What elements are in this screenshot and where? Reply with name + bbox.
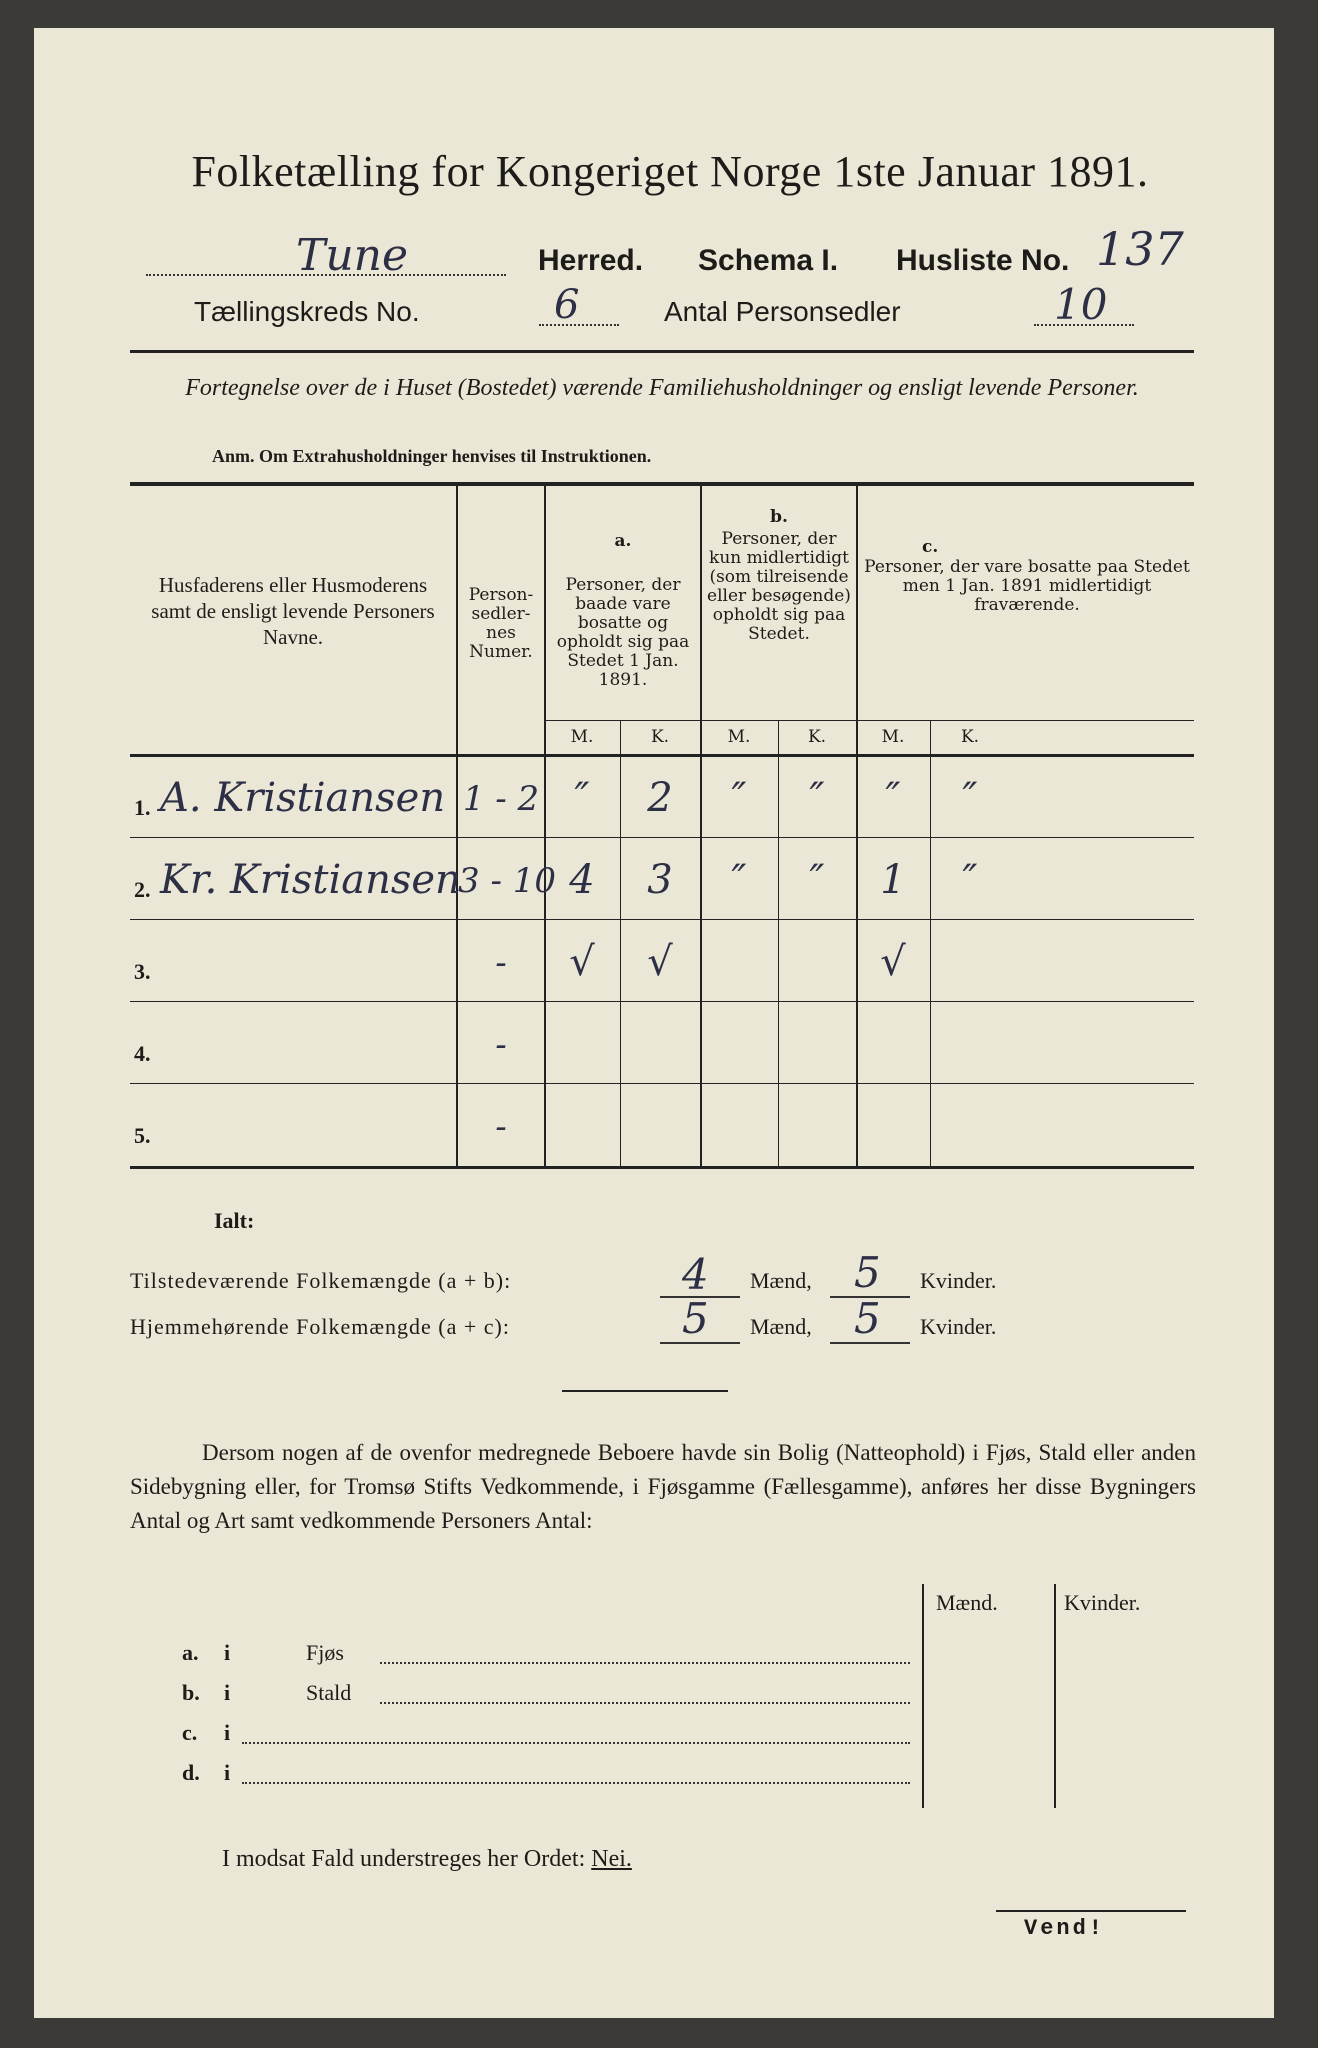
table-row — [130, 1003, 1194, 1085]
cell-ck: ″ — [962, 775, 978, 821]
cell-bm: ″ — [731, 857, 747, 903]
row-rule — [130, 1001, 1194, 1002]
table-row — [130, 839, 1194, 921]
dotted-line — [380, 1662, 910, 1664]
intro-text: Fortegnelse over de i Huset (Bostedet) værende Familiehusholdninger og ensligt levende Personer. — [185, 375, 1139, 401]
row-label: Fjøs — [306, 1640, 344, 1665]
hjem-label: Hjemmehørende Folkemængde (a + c): — [130, 1314, 510, 1339]
antal-value: 10 — [1054, 280, 1108, 329]
cell-cm: √ — [880, 939, 906, 985]
personsedler-number: 3 - 10 — [458, 861, 556, 901]
tilst-m-value: 4 — [682, 1250, 709, 1299]
header-rule — [130, 350, 1194, 353]
col-a-letter: a. — [614, 531, 632, 551]
separator-rule — [562, 1390, 728, 1392]
modsat-prefix: I modsat Fald understreges her Ordet: — [222, 1846, 586, 1872]
cell-ak: 2 — [647, 775, 673, 821]
husliste-value: 137 — [1096, 222, 1184, 276]
nei-word: Nei. — [591, 1846, 632, 1872]
sidebygning-table — [130, 1584, 1200, 1824]
bottom-kvinder-header: Kvinder. — [1064, 1590, 1141, 1615]
row-number: 1. — [134, 795, 151, 820]
antal-label: Antal Personsedler — [664, 296, 901, 327]
dotted-line — [380, 1702, 910, 1704]
col-a-header: Personer, der baade vare bosatte og opholdt sig paa Stedet 1 Jan. 1891. — [556, 575, 690, 690]
cell-ck: ″ — [962, 857, 978, 903]
c-k-header: K. — [960, 727, 980, 747]
personsedler-number: 1 - 2 — [462, 779, 540, 819]
vend-label: Vend! — [1024, 1916, 1106, 1941]
c-m-header: M. — [881, 727, 905, 747]
col-num-header: Person-sedler-nes Numer. — [468, 585, 534, 662]
cell-bm: ″ — [731, 775, 747, 821]
hjem-k-value: 5 — [854, 1294, 881, 1343]
hjemmehorende-row — [130, 1294, 1200, 1350]
anm-note: Anm. Om Extrahusholdninger henvises til Instruktionen. — [212, 446, 652, 466]
herred-value: Tune — [296, 230, 409, 281]
schema-label: Schema I. — [698, 244, 839, 277]
table-top-rule — [130, 482, 1194, 486]
sidebygning-paragraph: Dersom nogen af de ovenfor medregnede Beboere havde sin Bolig (Natteophold) i Fjøs, Stald eller anden Sidebygning eller, for Tromsø Stifts Vedkommende, i Fjøsgamme (Fællesgamme), anføres her disse Bygningers Antal og Art samt vedkommende Personers Antal: — [130, 1440, 1196, 1533]
household-name: Kr. Kristiansen — [160, 857, 461, 903]
col-b-header: Personer, der kun midlertidigt (som tilreisende eller besøgende) opholdt sig paa Stedet. — [707, 529, 851, 644]
table-row — [130, 1085, 1194, 1167]
row-rule — [130, 1083, 1194, 1084]
tilst-label: Tilstedeværende Folkemængde (a + b): — [130, 1268, 512, 1293]
cell-am: √ — [569, 939, 595, 985]
ialt-label: Ialt: — [214, 1208, 255, 1233]
hjem-m-value: 5 — [682, 1294, 709, 1343]
personsedler-number: - — [495, 943, 507, 983]
cell-cm: 1 — [880, 857, 906, 903]
cell-am: ″ — [574, 775, 590, 821]
row-i: i — [224, 1760, 231, 1785]
cell-am: 4 — [569, 857, 595, 903]
row-i: i — [224, 1640, 231, 1665]
cell-cm: ″ — [885, 775, 901, 821]
table-row — [130, 757, 1194, 839]
cell-bk: ″ — [809, 857, 825, 903]
census-form-page — [34, 28, 1274, 2018]
b-k-header: K. — [807, 727, 827, 747]
a-m-header: M. — [570, 727, 594, 747]
mk-header-top-rule — [544, 720, 1194, 721]
tilst-maend: Mænd, — [750, 1268, 812, 1293]
household-name: A. Kristiansen — [160, 775, 446, 821]
cell-ak: √ — [647, 939, 673, 985]
cell-bk: ″ — [809, 775, 825, 821]
tilst-k-value: 5 — [854, 1248, 881, 1297]
col-names-header: Husfaderens eller Husmoderens samt de ensligt levende Personers Navne. — [151, 573, 435, 649]
personsedler-number: - — [495, 1107, 507, 1147]
hjem-maend: Mænd, — [750, 1314, 812, 1339]
bottom-col-divider-2 — [1054, 1584, 1056, 1808]
form-title: Folketælling for Kongeriget Norge 1ste Januar 1891. — [191, 147, 1149, 196]
b-m-header: M. — [727, 727, 751, 747]
table-row — [130, 921, 1194, 1003]
tilstedevaerende-row — [130, 1248, 1200, 1304]
bottom-maend-header: Mænd. — [936, 1590, 998, 1615]
table-bottom-rule — [130, 1166, 1194, 1169]
row-letter: c. — [182, 1720, 198, 1745]
row-number: 3. — [134, 959, 151, 984]
husliste-label: Husliste No. — [896, 244, 1070, 277]
row-rule — [130, 837, 1194, 838]
col-c-header: Personer, der vare bosatte paa Stedet men 1 Jan. 1891 midlertidigt fraværende. — [864, 557, 1190, 615]
col-c-letter: c. — [922, 537, 939, 557]
vend-rule — [996, 1910, 1186, 1912]
household-table — [130, 482, 1194, 1170]
row-letter: a. — [182, 1640, 199, 1665]
row-number: 2. — [134, 877, 151, 902]
sidebygning-row — [130, 1640, 920, 1676]
cell-ak: 3 — [647, 857, 673, 903]
kreds-value: 6 — [554, 282, 580, 328]
personsedler-number: - — [495, 1025, 507, 1065]
row-i: i — [224, 1680, 231, 1705]
sidebygning-row — [130, 1680, 920, 1716]
dotted-line — [242, 1782, 910, 1784]
kreds-label: Tællingskreds No. — [194, 296, 420, 327]
sidebygning-row — [130, 1720, 920, 1756]
modsat-line — [222, 1846, 632, 1873]
row-letter: d. — [182, 1760, 200, 1785]
row-i: i — [224, 1720, 231, 1745]
row-number: 5. — [134, 1123, 151, 1148]
dotted-line — [242, 1742, 910, 1744]
tilst-kvinder: Kvinder. — [920, 1268, 997, 1293]
row-letter: b. — [182, 1680, 200, 1705]
row-rule — [130, 919, 1194, 920]
row-label: Stald — [306, 1680, 352, 1705]
header-line-2 — [194, 280, 1204, 334]
hjem-kvinder: Kvinder. — [920, 1314, 997, 1339]
header-line-1 — [146, 222, 1206, 286]
a-k-header: K. — [650, 727, 670, 747]
col-b-letter: b. — [770, 507, 788, 527]
row-number: 4. — [134, 1041, 151, 1066]
sidebygning-row — [130, 1760, 920, 1796]
bottom-col-divider-1 — [922, 1584, 924, 1808]
herred-label: Herred. — [538, 244, 644, 277]
